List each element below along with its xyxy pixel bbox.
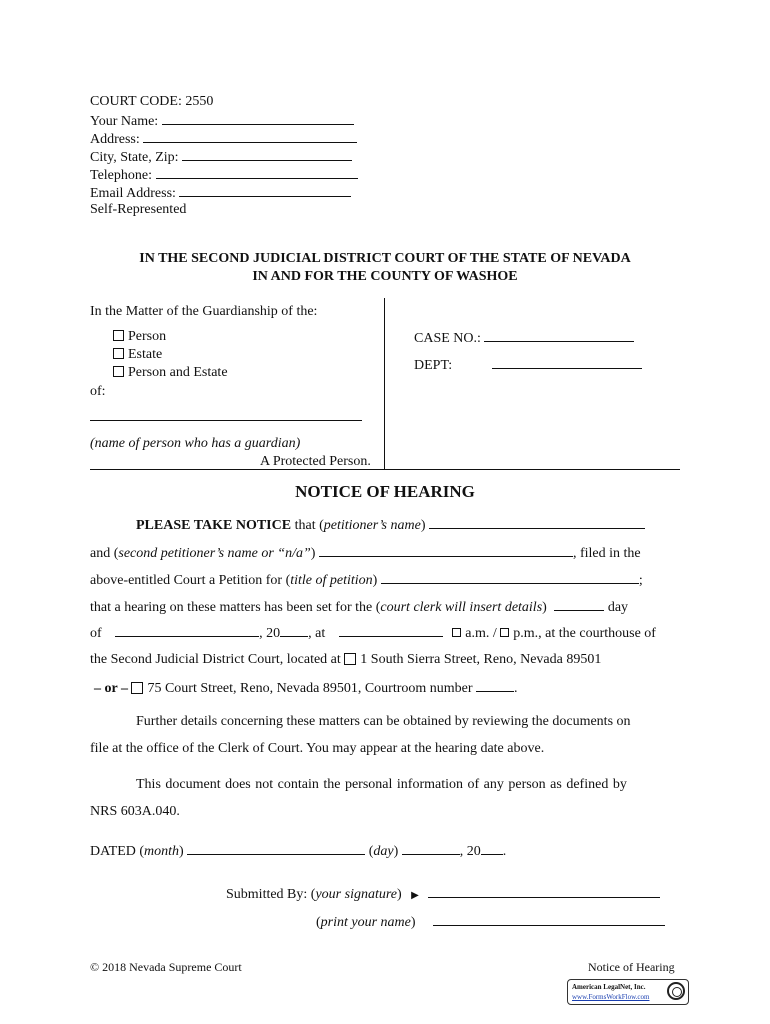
- sierra-street-checkbox[interactable]: [344, 653, 356, 665]
- close-paren: ): [393, 844, 399, 859]
- dated-day-hint: day: [373, 844, 394, 859]
- clerk-details-hint: court clerk will insert details: [380, 600, 543, 615]
- case-no-row: [414, 329, 634, 347]
- close-paren: ): [179, 844, 184, 859]
- dept-row: [414, 356, 642, 374]
- period: .: [514, 681, 518, 696]
- filed-text: , filed in the: [572, 546, 641, 561]
- protected-person-label: A Protected Person.: [260, 454, 371, 469]
- pm-checkbox[interactable]: [500, 628, 509, 637]
- open-paren: (: [316, 915, 321, 930]
- court-code: COURT CODE: 2550: [90, 94, 214, 109]
- courtroom-number-field[interactable]: [476, 679, 514, 692]
- email-row: [90, 184, 351, 202]
- close-paren: ): [542, 600, 547, 615]
- semicolon: ;: [638, 573, 643, 588]
- telephone-field[interactable]: [156, 166, 358, 179]
- personal-info-line2: NRS 603A.040.: [90, 804, 180, 819]
- dated-year-field[interactable]: [481, 842, 503, 855]
- close-paren: ): [420, 518, 426, 533]
- your-signature-hint: your signature: [315, 887, 397, 902]
- case-no-field[interactable]: [484, 329, 634, 342]
- body-line-1: [136, 516, 645, 534]
- of-text: of: [90, 626, 102, 641]
- legalnet-logo-icon: [667, 982, 685, 1000]
- signature-field[interactable]: [428, 885, 660, 898]
- address-label: Address:: [90, 132, 140, 147]
- please-take-notice: PLEASE TAKE NOTICE: [136, 518, 292, 533]
- arrow-right-icon: ▶: [411, 890, 419, 901]
- dated-line: [90, 842, 506, 860]
- body-line-6: [90, 652, 601, 668]
- petition-title-field[interactable]: [381, 571, 639, 584]
- body-line-4: [90, 598, 628, 616]
- print-name-field[interactable]: [433, 913, 665, 926]
- second-petitioner-hint: second petitioner’s name or “n/a”: [118, 546, 311, 561]
- telephone-row: [90, 166, 358, 184]
- dated-month-hint: month: [144, 844, 180, 859]
- or-text: – or –: [94, 681, 128, 696]
- form-name: Notice of Hearing: [588, 960, 675, 974]
- copyright: © 2018 Nevada Supreme Court: [90, 960, 242, 974]
- year-prefix: , 20: [259, 626, 281, 641]
- close-paren: ): [372, 573, 378, 588]
- city-state-zip-label: City, State, Zip:: [90, 150, 179, 165]
- of-label: of:: [90, 384, 106, 399]
- estate-checkbox[interactable]: [113, 348, 124, 359]
- option-person-and-estate[interactable]: [113, 365, 228, 381]
- document-title: NOTICE OF HEARING: [295, 482, 475, 501]
- case-no-label: CASE NO.:: [414, 331, 481, 346]
- pm-label: p.m., at the courthouse of: [513, 626, 656, 641]
- email-label: Email Address:: [90, 186, 176, 201]
- email-field[interactable]: [179, 184, 351, 197]
- dated-month-field[interactable]: [187, 842, 365, 855]
- telephone-label: Telephone:: [90, 168, 152, 183]
- address-row: [90, 130, 357, 148]
- person-checkbox[interactable]: [113, 330, 124, 341]
- hearing-year-field[interactable]: [280, 624, 308, 637]
- submitted-by-label: Submitted By: (: [226, 887, 316, 902]
- court-street-address: 75 Court Street, Reno, Nevada 89501, Courtroom number: [147, 681, 473, 696]
- close-paren: ): [410, 915, 416, 930]
- legalnet-stamp: [567, 979, 689, 1005]
- option-estate-label: Estate: [128, 347, 163, 362]
- your-name-row: [90, 112, 354, 130]
- hearing-day-field[interactable]: [554, 598, 604, 611]
- court-title-line2: IN AND FOR THE COUNTY OF WASHOE: [252, 269, 518, 284]
- name-hint: (name of person who has a guardian): [90, 436, 301, 451]
- city-state-zip-field[interactable]: [182, 148, 352, 161]
- second-petitioner-field[interactable]: [319, 544, 573, 557]
- dated-text: DATED (: [90, 844, 145, 859]
- body-line-2: [90, 544, 641, 562]
- print-name-row: [316, 913, 665, 931]
- district-court-text: the Second Judicial District Court, located at: [90, 652, 341, 667]
- option-person[interactable]: [113, 329, 166, 345]
- day-text: day: [607, 600, 629, 615]
- submitted-by-row: [226, 885, 660, 903]
- petition-title-hint: title of petition: [290, 573, 373, 588]
- further-details-line1: Further details concerning these matters can be obtained by reviewing the documents on: [136, 714, 631, 729]
- body-line-7: [94, 679, 518, 697]
- stamp-company: American LegalNet, Inc.: [572, 983, 646, 991]
- hearing-month-field[interactable]: [115, 624, 259, 637]
- hearing-set-text: that a hearing on these matters has been set for the (: [90, 600, 381, 615]
- body-line-3: [90, 571, 643, 589]
- period: .: [502, 844, 507, 859]
- court-title-line1: IN THE SECOND JUDICIAL DISTRICT COURT OF THE STATE OF NEVADA: [139, 251, 631, 266]
- court-title: [90, 250, 680, 286]
- address-field[interactable]: [143, 130, 357, 143]
- your-name-label: Your Name:: [90, 114, 159, 129]
- dated-day-field[interactable]: [402, 842, 460, 855]
- that-text: that (: [291, 518, 324, 533]
- at-text: , at: [308, 626, 326, 641]
- protected-person-name-field[interactable]: [90, 420, 362, 421]
- open-paren: (: [368, 844, 374, 859]
- dept-field[interactable]: [492, 356, 642, 369]
- and-text: and (: [90, 546, 119, 561]
- hearing-time-field[interactable]: [339, 624, 443, 637]
- close-paren: ): [310, 546, 316, 561]
- am-checkbox[interactable]: [452, 628, 461, 637]
- stamp-url[interactable]: www.FormsWorkFlow.com: [572, 993, 650, 1001]
- dept-label: DEPT:: [414, 358, 453, 373]
- close-paren: ): [397, 887, 402, 902]
- city-row: [90, 148, 352, 166]
- self-represented: Self-Represented: [90, 202, 187, 217]
- option-person-label: Person: [128, 329, 167, 344]
- court-street-checkbox[interactable]: [131, 682, 143, 694]
- body-line-5: [90, 624, 656, 642]
- option-person-and-estate-label: Person and Estate: [128, 365, 228, 380]
- matter-text: In the Matter of the Guardianship of the:: [90, 304, 318, 319]
- caption-divider-horizontal: [90, 469, 680, 470]
- caption-divider-vertical: [384, 298, 385, 470]
- further-details-line2: file at the office of the Clerk of Court. You may appear at the hearing date above.: [90, 741, 545, 756]
- person-and-estate-checkbox[interactable]: [113, 366, 124, 377]
- petition-text: above-entitled Court a Petition for (: [90, 573, 291, 588]
- option-estate[interactable]: [113, 347, 162, 363]
- year-prefix: , 20: [459, 844, 481, 859]
- petitioner-name-hint: petitioner’s name: [323, 518, 421, 533]
- am-label: a.m. /: [465, 626, 497, 641]
- your-name-field[interactable]: [162, 112, 354, 125]
- petitioner-name-field[interactable]: [429, 516, 645, 529]
- sierra-street-address: 1 South Sierra Street, Reno, Nevada 89501: [360, 652, 602, 667]
- print-name-hint: print your name: [320, 915, 411, 930]
- personal-info-line1: This document does not contain the personal information of any person as defined by: [136, 777, 627, 792]
